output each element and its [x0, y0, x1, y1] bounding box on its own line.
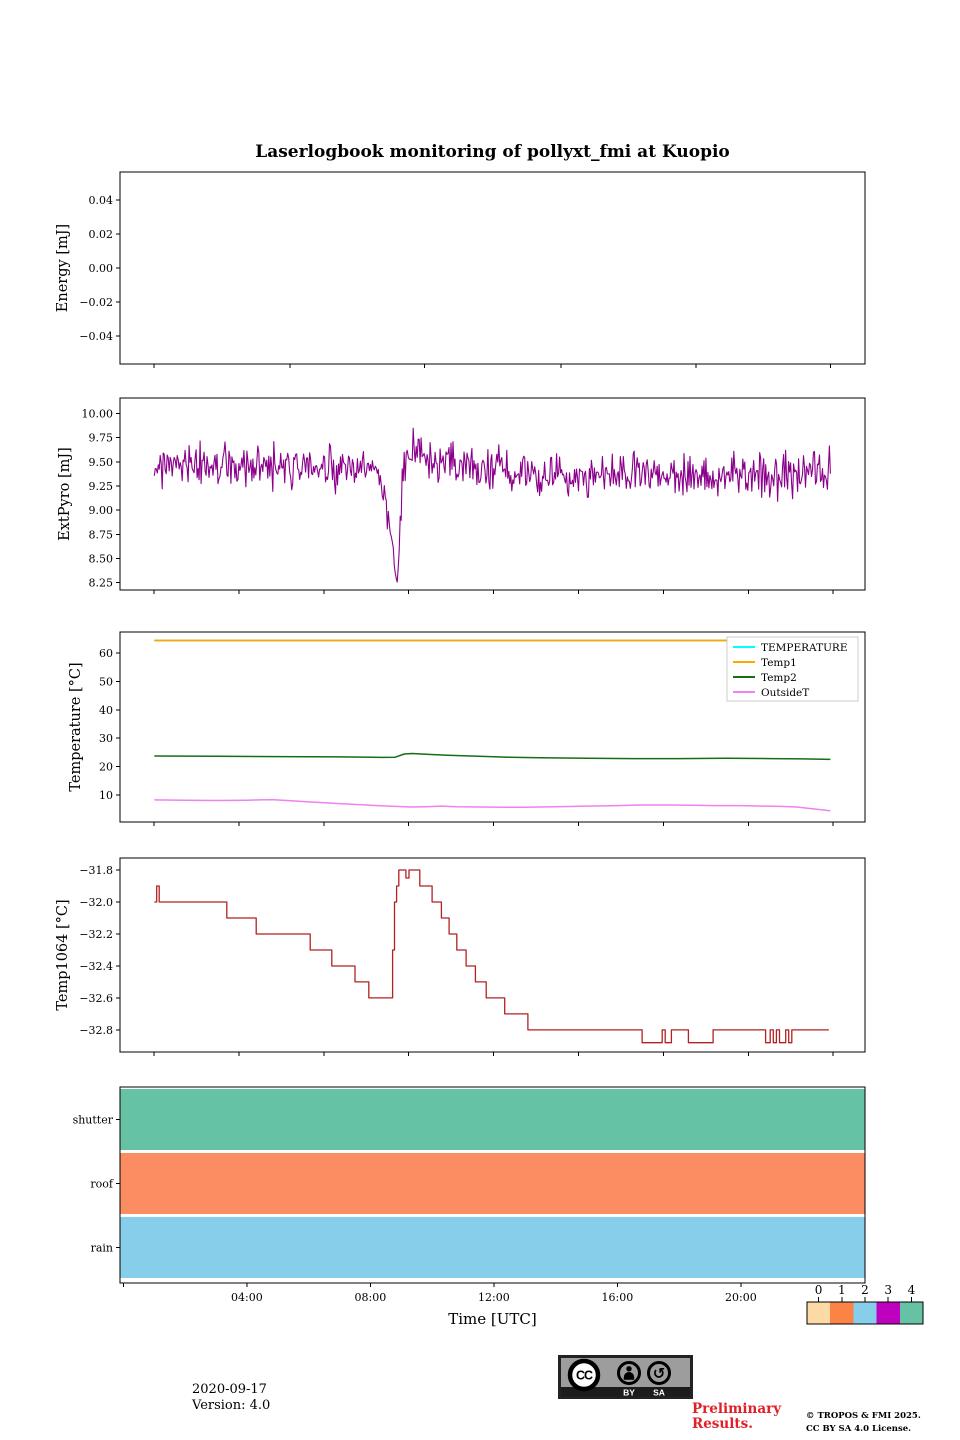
category-label-roof: roof: [90, 1177, 113, 1191]
y-tick-label: 8.50: [88, 552, 113, 566]
y-tick-label: 8.75: [88, 528, 113, 542]
panel-energy: [120, 172, 865, 364]
category-label-shutter: shutter: [72, 1113, 113, 1127]
y-tick-label: 20: [99, 760, 113, 774]
series-OutsideT: [154, 800, 830, 811]
x-tick-label: 04:00: [231, 1291, 263, 1304]
series-ExtPyro: [154, 428, 830, 582]
y-tick-label: −31.8: [79, 863, 113, 877]
footer-date: 2020-09-17: [192, 1382, 267, 1397]
by-band-label: BY: [623, 1387, 635, 1398]
panel-temp1064: [120, 858, 865, 1052]
legend-label-OutsideT: OutsideT: [761, 687, 810, 699]
y-axis-label-extpyro: ExtPyro [mJ]: [57, 447, 73, 541]
sa-band-label: SA: [653, 1387, 665, 1398]
copyright-line2: CC BY SA 4.0 License.: [806, 1423, 912, 1434]
y-axis-label-energy: Energy [mJ]: [55, 223, 71, 313]
preliminary-note: [692, 1402, 781, 1431]
y-tick-label: −32.4: [79, 959, 113, 973]
y-tick-label: 9.75: [88, 431, 113, 445]
x-tick-label: 16:00: [601, 1291, 634, 1304]
series-Temp2: [154, 754, 830, 760]
y-tick-label: 9.50: [88, 455, 113, 469]
y-tick-label: −32.2: [79, 927, 113, 941]
y-tick-label: 30: [99, 732, 113, 746]
colorbar-segment-4: [900, 1302, 923, 1324]
status-band-roof: [120, 1153, 865, 1214]
y-tick-label: 10.00: [81, 407, 113, 421]
y-tick-label: −0.02: [79, 296, 113, 310]
time-axis-label: Time [UTC]: [448, 1310, 537, 1328]
legend-label-TEMPERATURE: TEMPERATURE: [761, 642, 848, 654]
chart-title: Laserlogbook monitoring of pollyxt_fmi at Kuopio: [255, 142, 730, 162]
colorbar-label: 1: [837, 1283, 846, 1297]
category-label-rain: rain: [90, 1241, 113, 1255]
by-person-head: [626, 1366, 631, 1371]
y-tick-label: 8.25: [88, 576, 113, 590]
legend-label-Temp1: Temp1: [761, 657, 797, 669]
y-tick-label: 0.04: [88, 193, 113, 207]
colorbar-segment-3: [877, 1302, 900, 1324]
y-tick-label: 50: [99, 675, 113, 689]
footer-block: [192, 1382, 270, 1414]
sa-arrow-glyph: ↺: [652, 1364, 666, 1383]
preliminary-line1: Preliminary: [692, 1401, 782, 1417]
legend-label-Temp2: Temp2: [761, 672, 797, 684]
y-tick-label: −0.04: [79, 330, 113, 344]
y-tick-label: 40: [99, 703, 113, 717]
colorbar-label: 4: [907, 1283, 916, 1297]
preliminary-line2: Results.: [692, 1415, 753, 1432]
x-tick-label: 08:00: [354, 1291, 387, 1304]
copyright-note: [806, 1410, 921, 1435]
y-tick-label: 60: [99, 647, 113, 661]
y-tick-label: 9.25: [88, 480, 113, 494]
x-tick-label: 12:00: [478, 1291, 510, 1304]
status-band-rain: [120, 1217, 865, 1278]
colorbar-label: 3: [884, 1283, 893, 1297]
cc-license-badge: [558, 1355, 693, 1399]
y-tick-label: 0.00: [88, 262, 113, 275]
y-tick-label: −32.0: [79, 895, 113, 909]
status-band-shutter: [120, 1089, 865, 1150]
colorbar-label: 0: [814, 1283, 823, 1297]
y-tick-label: 10: [99, 788, 113, 802]
x-tick-label: 20:00: [725, 1291, 757, 1304]
cc-circle-label: CC: [575, 1368, 593, 1383]
series-Temp1064: [154, 870, 829, 1043]
y-tick-label: 0.02: [88, 227, 113, 241]
footer-version: Version: 4.0: [192, 1398, 271, 1413]
y-axis-label-temperature: Temperature [°C]: [68, 662, 84, 792]
copyright-line1: © TROPOS & FMI 2025.: [806, 1411, 921, 1421]
panel-extpyro: [120, 398, 865, 590]
y-tick-label: 9.00: [88, 504, 113, 518]
colorbar-label: 2: [861, 1283, 869, 1297]
y-tick-label: −32.6: [79, 991, 113, 1005]
y-tick-label: −32.8: [79, 1023, 113, 1037]
y-axis-label-temp1064: Temp1064 [°C]: [55, 899, 71, 1011]
